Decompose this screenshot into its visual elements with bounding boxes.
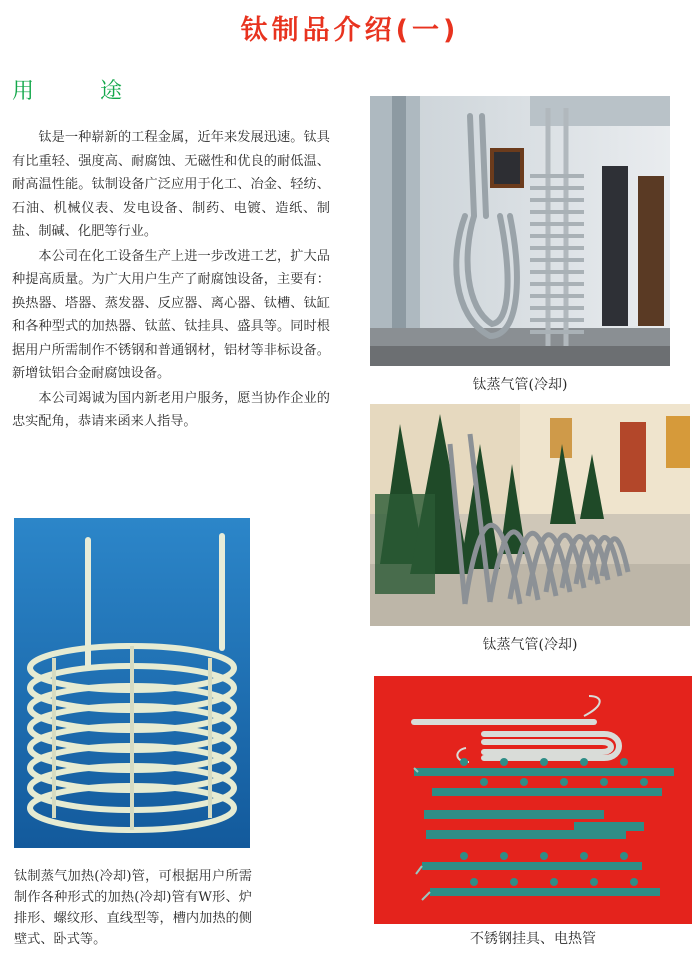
intro-paragraph-3: 本公司竭诚为国内新老用户服务，愿当协作企业的忠实配角，恭请来函来人指导。 [12, 390, 330, 429]
steam-pipe-caption-2: 钛蒸气管(冷却) [482, 637, 578, 653]
section-heading: 用 途 [12, 79, 145, 104]
intro-paragraph-2: 本公司在化工设备生产上进一步改进工艺，扩大品种提高质量。为广大用户生产了耐腐蚀设备，主要有：换热器、塔器、蒸发器、反应器、离心器、钛槽、钛缸和各种型式的加热器、钛蓝、钛挂具、盛具等。同时根据用户所需制作不锈钢和普通钢材，铝材等非标设备。新增钛铝合金耐腐蚀设备。 [12, 248, 330, 381]
page-title: 钛制品介绍(一) [240, 15, 460, 46]
racks-heater-photo [374, 676, 692, 924]
intro-paragraph-1: 钛是一种崭新的工程金属，近年来发展迅速。钛具有比重轻、强度高、耐腐蚀、无磁性和优良的耐低温、耐高温性能。钛制设备广泛应用于化工、冶金、轻纺、石油、机械仪表、发电设备、制药、电镀、造纸、制盐、制碱、化肥等行业。 [12, 130, 330, 239]
intro-text [12, 126, 330, 435]
steam-pipe-photo-1 [370, 96, 670, 366]
coil-heater-photo [14, 518, 250, 848]
racks-heater-caption: 不锈钢挂具、电热管 [470, 931, 596, 947]
steam-pipe-caption-1: 钛蒸气管(冷却) [472, 377, 568, 393]
coil-heater-caption: 钛制蒸气加热(冷却)管，可根据用户所需制作各种形式的加热(冷却)管有W形、炉排形、螺纹形、直线型等，槽内加热的侧壁式、卧式等。 [14, 869, 252, 947]
steam-pipe-photo-2 [370, 404, 690, 626]
